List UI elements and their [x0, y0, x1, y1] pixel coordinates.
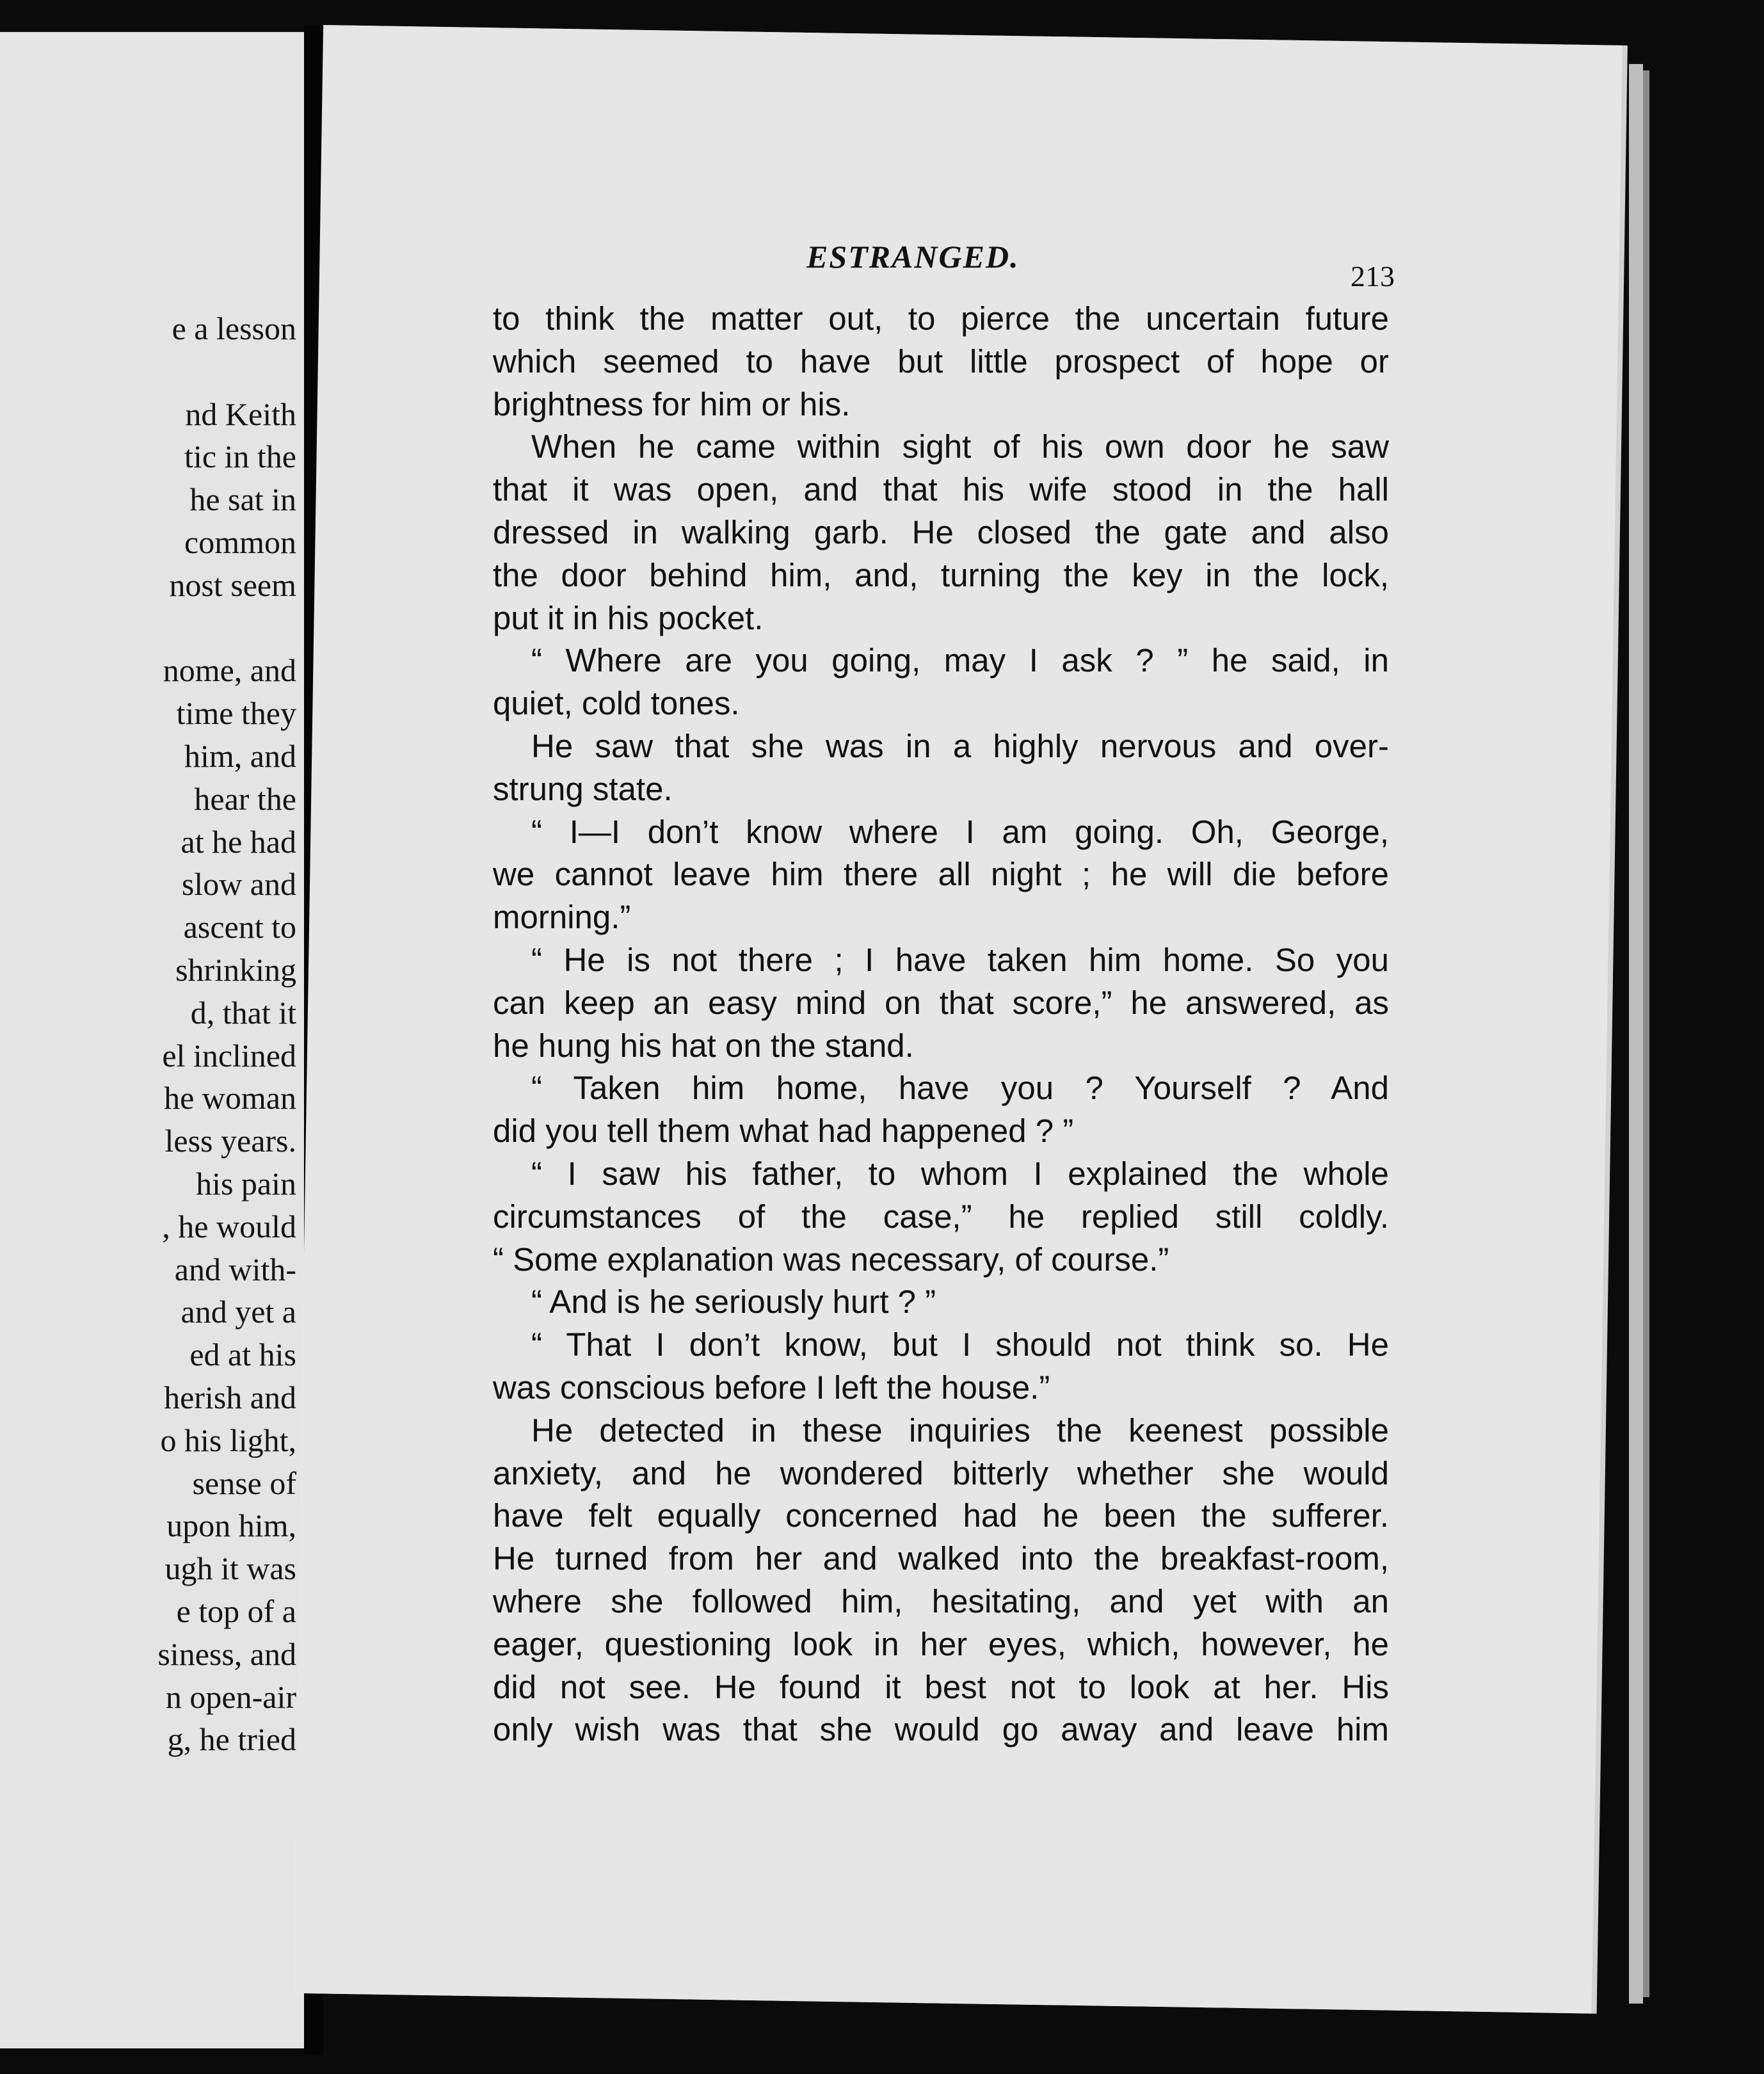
text-line: anxiety, and he wondered bitterly whether she would: [493, 1454, 1389, 1491]
previous-page-line: siness, and: [157, 1636, 296, 1672]
previous-page-line: at he had: [180, 823, 296, 860]
text-line: did not see. He found it best not to look at her. His: [493, 1668, 1389, 1705]
text-line: quiet, cold tones.: [493, 685, 740, 722]
text-line: strung state.: [493, 770, 673, 807]
previous-page-line: sense of: [192, 1465, 296, 1501]
previous-page-line: hear the: [194, 780, 296, 817]
previous-page-line: ugh it was: [164, 1550, 296, 1587]
text-line: “ I saw his father, to whom I explained the whole: [531, 1155, 1389, 1192]
text-line: where she followed him, hesitating, and yet with an: [493, 1583, 1389, 1620]
previous-page-line: ascent to: [183, 909, 296, 945]
previous-page-line: tic in the: [184, 438, 296, 475]
previous-page-line: common: [184, 524, 296, 560]
text-line: was conscious before I left the house.”: [493, 1369, 1050, 1406]
previous-page-line: , he would: [162, 1208, 296, 1244]
text-line: “ Taken him home, have you ? Yourself ? And: [531, 1070, 1389, 1107]
previous-page-line: him, and: [184, 738, 296, 774]
previous-page-line: nost seem: [169, 567, 296, 603]
text-line: to think the matter out, to pierce the uncertain future: [493, 300, 1389, 337]
running-head: ESTRANGED.: [806, 239, 1020, 275]
previous-page-line: shrinking: [175, 952, 296, 988]
previous-page-line: and with-: [174, 1251, 296, 1287]
previous-page-line: g, he tried: [167, 1721, 296, 1758]
text-line: “ I—I don’t know where I am going. Oh, George,: [531, 813, 1389, 850]
previous-page-line: less years.: [164, 1123, 296, 1159]
previous-page-line: he sat in: [189, 481, 296, 518]
text-line: brightness for him or his.: [493, 385, 851, 422]
text-line: have felt equally concerned had he been the sufferer.: [493, 1497, 1389, 1534]
previous-page: [0, 32, 304, 2048]
previous-page-line: herish and: [164, 1379, 296, 1415]
text-line: He detected in these inquiries the keenest possible: [531, 1411, 1389, 1449]
previous-page-line: ed at his: [189, 1337, 296, 1373]
previous-page-line: slow and: [181, 866, 296, 903]
previous-page-line: he woman: [164, 1080, 296, 1116]
text-line: he hung his hat on the stand.: [493, 1027, 914, 1064]
text-line: “ Some explanation was necessary, of course.”: [493, 1241, 1169, 1278]
text-line: dressed in walking garb. He closed the gate and also: [493, 514, 1389, 551]
previous-page-line: and yet a: [180, 1294, 296, 1330]
page-number: 213: [1351, 260, 1395, 293]
text-line: eager, questioning look in her eyes, which, however, he: [493, 1625, 1389, 1662]
page-edge: [1629, 64, 1643, 2004]
previous-page-line: e top of a: [176, 1593, 296, 1629]
text-line: we cannot leave him there all night ; he will die before: [493, 856, 1389, 893]
previous-page-line: el inclined: [162, 1037, 296, 1073]
text-line: can keep an easy mind on that score,” he answered, as: [493, 984, 1389, 1021]
previous-page-line: d, that it: [190, 994, 296, 1031]
text-line: “ That I don’t know, but I should not think so. He: [531, 1326, 1389, 1363]
page-edge-shadow: [1643, 70, 1649, 1997]
previous-page-line: e a lesson: [172, 310, 296, 346]
text-line: put it in his pocket.: [493, 599, 764, 636]
text-line: only wish was that she would go away and leave him: [493, 1711, 1389, 1748]
previous-page-line: nome, and: [163, 652, 296, 689]
previous-page-line: nd Keith: [185, 396, 296, 432]
text-line: that it was open, and that his wife stood in the hall: [493, 471, 1389, 508]
text-line: “ Where are you going, may I ask ? ” he said, in: [531, 642, 1389, 679]
text-line: When he came within sight of his own door he saw: [531, 428, 1389, 465]
previous-page-line: upon him,: [166, 1507, 296, 1544]
text-line: circumstances of the case,” he replied still coldly.: [493, 1198, 1389, 1235]
previous-page-line: o his light,: [160, 1422, 296, 1458]
text-line: “ And is he seriously hurt ? ”: [531, 1283, 936, 1321]
text-line: He turned from her and walked into the breakfast-room,: [493, 1540, 1389, 1577]
text-line: did you tell them what had happened ? ”: [493, 1113, 1074, 1150]
text-line: morning.”: [493, 899, 631, 936]
previous-page-line: n open-air: [165, 1678, 296, 1715]
text-line: “ He is not there ; I have taken him home. So you: [531, 942, 1389, 978]
previous-page-line: his pain: [196, 1166, 296, 1202]
previous-page-line: time they: [176, 695, 296, 732]
text-line: the door behind him, and, turning the key in the lock,: [493, 556, 1389, 593]
text-line: which seemed to have but little prospect of hope or: [493, 342, 1389, 380]
text-line: He saw that she was in a highly nervous and over-: [531, 728, 1389, 764]
